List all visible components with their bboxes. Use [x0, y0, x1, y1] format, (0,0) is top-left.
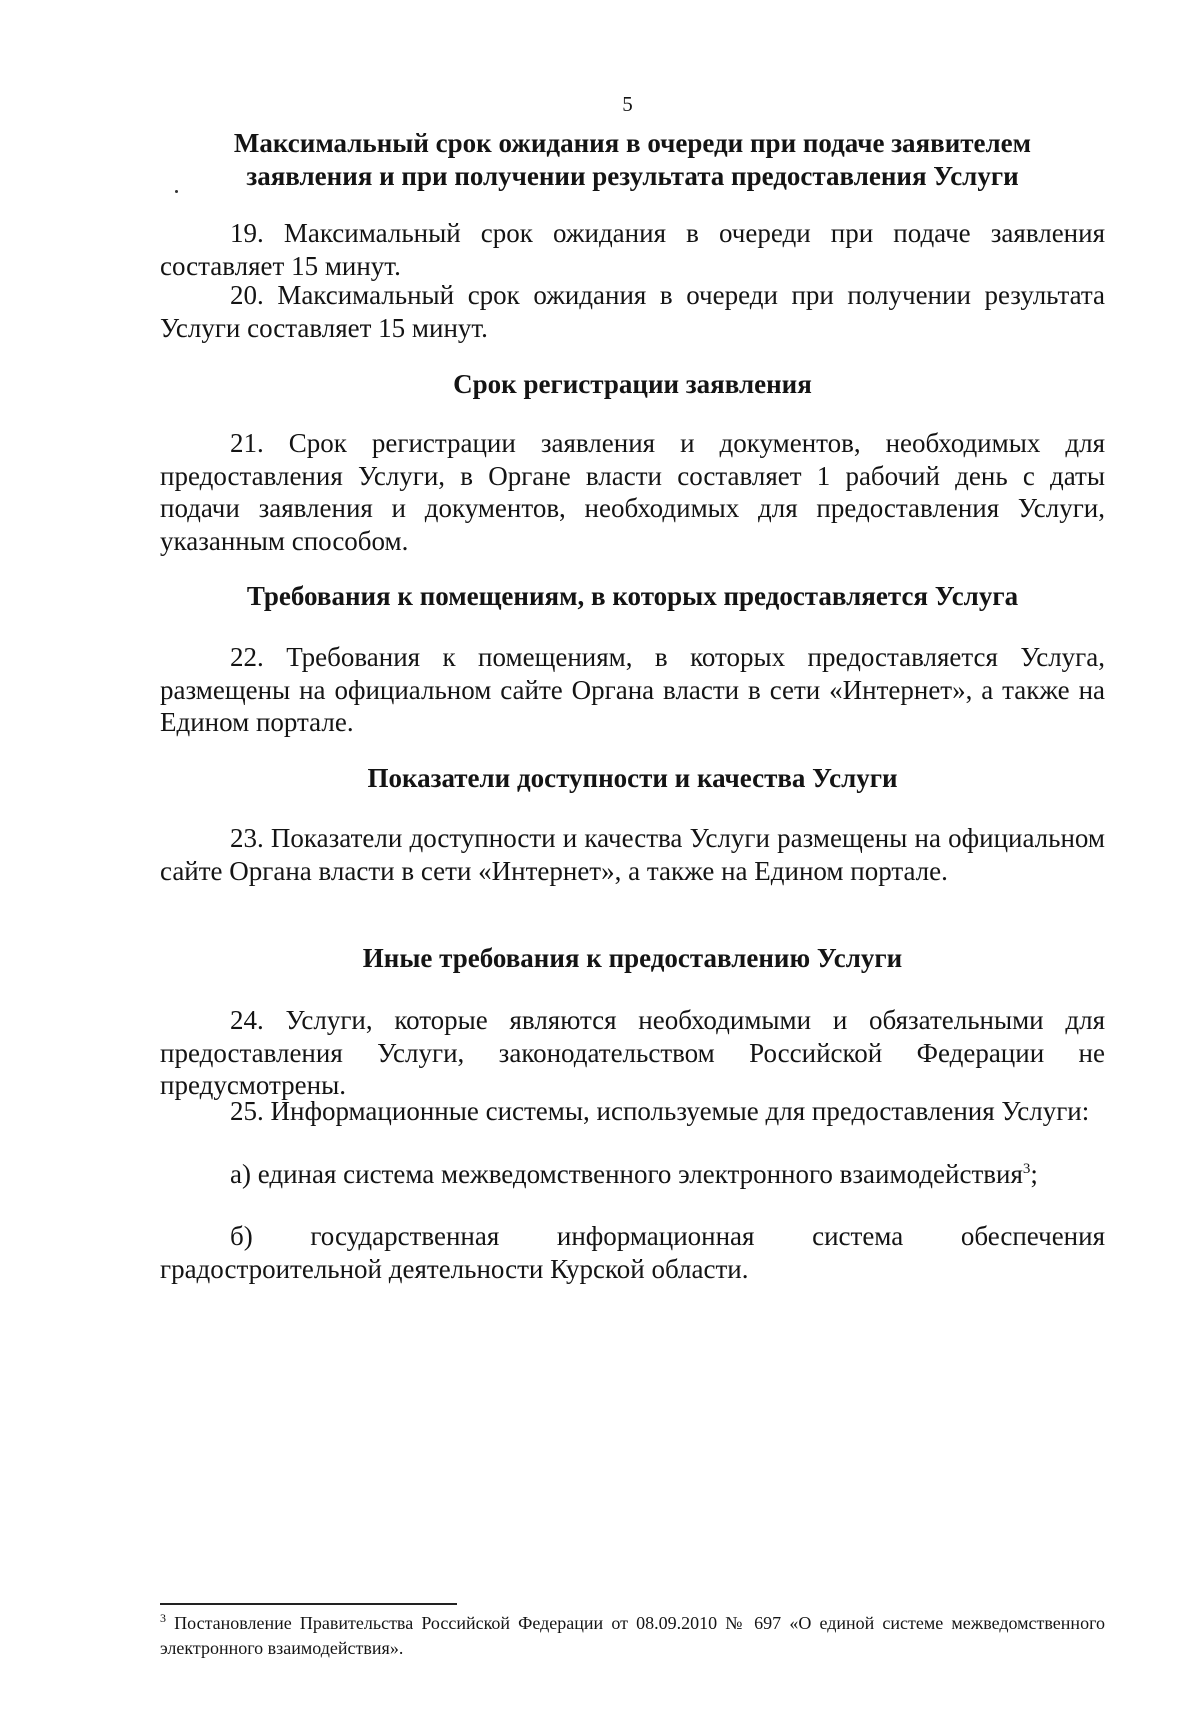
footnote [160, 1611, 1105, 1661]
footnote-marker: 3 [160, 1611, 166, 1625]
footnote-text: Постановление Правительства Российской Федерации от 08.09.2010 № 697 «О единой системе межведомственного электронного взаимодействия». [160, 1613, 1105, 1658]
paragraph-19: 19. Максимальный срок ожидания в очереди при подаче заявления составляет 15 минут. [160, 218, 1105, 281]
list-item-a [160, 1158, 1105, 1191]
section-heading-registration-term: Срок регистрации заявления [453, 369, 812, 399]
section-heading-queue-time [160, 127, 1105, 193]
section-heading-other-requirements: Иные требования к предоставлению Услуги [362, 943, 903, 973]
heading-line: заявления и при получении результата предоставления Услуги [246, 161, 1019, 191]
footnote-reference: 3 [1022, 1161, 1031, 1177]
list-item-b: б) государственная информационная система обеспечения градостроительной деятельности Курской области. [160, 1221, 1105, 1284]
paragraph-21: 21. Срок регистрации заявления и документов, необходимых для предоставления Услуги, в Органе власти составляет 1 рабочий день с даты подачи заявления и документов, необходимых для предоставления Услуги, указанным способом. [160, 428, 1105, 556]
section-heading-premises: Требования к помещениям, в которых предоставляется Услуга [246, 581, 1019, 611]
heading-line: Максимальный срок ожидания в очереди при подаче заявителем [233, 128, 1032, 158]
paragraph-22: 22. Требования к помещениям, в которых предоставляется Услуга, размещены на официальном сайте Органа власти в сети «Интернет», а также на Едином портале. [160, 642, 1105, 737]
paragraph-20: 20. Максимальный срок ожидания в очереди при получении результата Услуги составляет 15 минут. [160, 280, 1105, 343]
section-heading-quality-indicators: Показатели доступности и качества Услуги [367, 763, 898, 793]
footnote-separator [160, 1603, 457, 1605]
paragraph-25: 25. Информационные системы, используемые для предоставления Услуги: [230, 1096, 1090, 1126]
paragraph-24: 24. Услуги, которые являются необходимыми и обязательными для предоставления Услуги, законодательством Российской Федерации не предусмотрены. [160, 1005, 1105, 1100]
paragraph-23: 23. Показатели доступности и качества Услуги размещены на официальном сайте Органа власти в сети «Интернет», а также на Едином портале. [160, 823, 1105, 886]
list-item-a-text: а) единая система межведомственного электронного взаимодействия [230, 1159, 1023, 1189]
list-item-a-end: ; [1030, 1159, 1038, 1189]
page-number: 5 [622, 92, 633, 116]
